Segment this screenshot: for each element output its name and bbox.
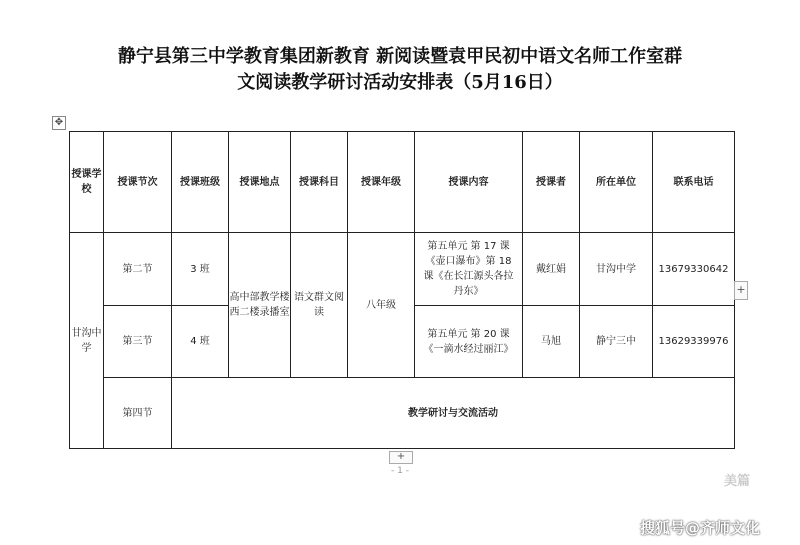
sohu-watermark: 搜狐号@齐师文化 <box>640 519 761 537</box>
unit-cell: 甘沟中学 <box>580 233 653 306</box>
header-unit: 所在单位 <box>580 132 653 233</box>
content-cell: 第五单元 第 17 课《壶口瀑布》第 18 课《在长江源头各拉丹东》 <box>415 233 523 306</box>
table-move-handle-icon[interactable]: ✥ <box>52 116 66 130</box>
header-class: 授课班级 <box>172 132 229 233</box>
teacher-cell: 戴红娟 <box>523 233 580 306</box>
header-teacher: 授课者 <box>523 132 580 233</box>
phone-cell: 13679330642 <box>653 233 735 306</box>
class-cell: 4 班 <box>172 306 229 378</box>
period-cell: 第二节 <box>104 233 172 306</box>
add-row-button[interactable]: + <box>734 281 748 300</box>
unit-cell: 静宁三中 <box>580 306 653 378</box>
table-row <box>70 233 735 306</box>
content-cell: 第五单元 第 20 课《一滴水经过丽江》 <box>415 306 523 378</box>
page-number: - 1 - <box>391 466 409 476</box>
header-subject: 授课科目 <box>291 132 348 233</box>
header-phone: 联系电话 <box>653 132 735 233</box>
phone-cell: 13629339976 <box>653 306 735 378</box>
header-location: 授课地点 <box>229 132 291 233</box>
period-cell: 第四节 <box>104 378 172 449</box>
header-content: 授课内容 <box>415 132 523 233</box>
activity-cell: 教学研讨与交流活动 <box>172 378 735 449</box>
location-cell: 高中部教学楼西二楼录播室 <box>229 233 291 378</box>
school-cell: 甘沟中学 <box>70 233 104 449</box>
subject-cell: 语文群文阅读 <box>291 233 348 378</box>
header-period: 授课节次 <box>104 132 172 233</box>
grade-cell: 八年级 <box>348 233 415 378</box>
period-cell: 第三节 <box>104 306 172 378</box>
class-cell: 3 班 <box>172 233 229 306</box>
teacher-cell: 马旭 <box>523 306 580 378</box>
schedule-table <box>69 131 735 449</box>
meipian-logo: 美篇 <box>724 474 751 489</box>
document-title <box>40 44 760 96</box>
table-header-row <box>70 132 735 233</box>
header-school: 授课学校 <box>70 132 104 233</box>
header-grade: 授课年级 <box>348 132 415 233</box>
title-line-1: 静宁县第三中学教育集团新教育 新阅读暨袁甲民初中语文名师工作室群 <box>117 46 683 67</box>
add-table-row-button[interactable]: + <box>389 451 413 464</box>
table-row <box>70 378 735 449</box>
title-line-2: 文阅读教学研讨活动安排表（5月16日） <box>237 72 563 93</box>
